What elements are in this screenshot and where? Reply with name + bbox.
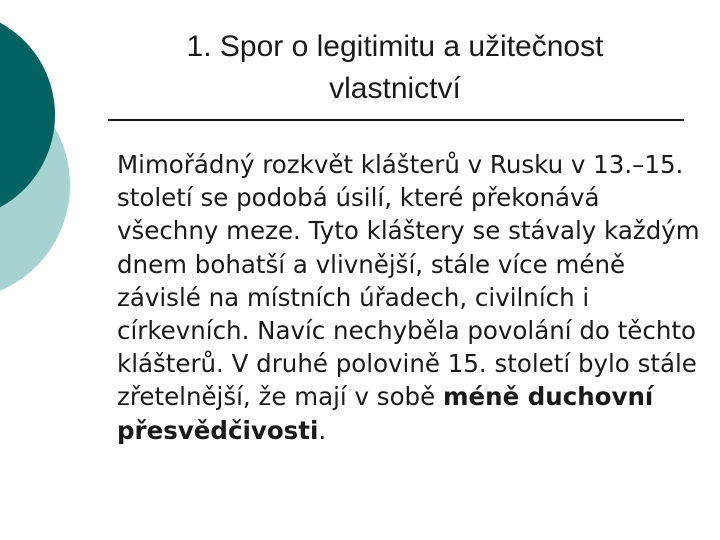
title-divider: [108, 119, 684, 121]
decorative-circles: [0, 0, 120, 300]
body-end: .: [318, 415, 327, 445]
body-paragraph: [117, 148, 707, 447]
title-line-2: vlastnictví: [329, 72, 461, 105]
body-bold-phrase: méně duchovní přesvědčivosti: [117, 382, 654, 445]
slide-title: [110, 26, 680, 110]
title-line-1: 1. Spor o legitimitu a užitečnost: [186, 30, 604, 63]
body-text: Mimořádný rozkvět klášterů v Rusku v 13.–15. století se podobá úsilí, které překonává všechny meze. Tyto kláštery se stávaly každým dnem bohatší a vlivnější, stále více méně závislé na místních úřadech, civilních i církevních. Navíc nechyběla povolání do těchto klášterů. V druhé polovině 15. století bylo stále zřetelnější, že mají v sobě: [117, 150, 700, 412]
